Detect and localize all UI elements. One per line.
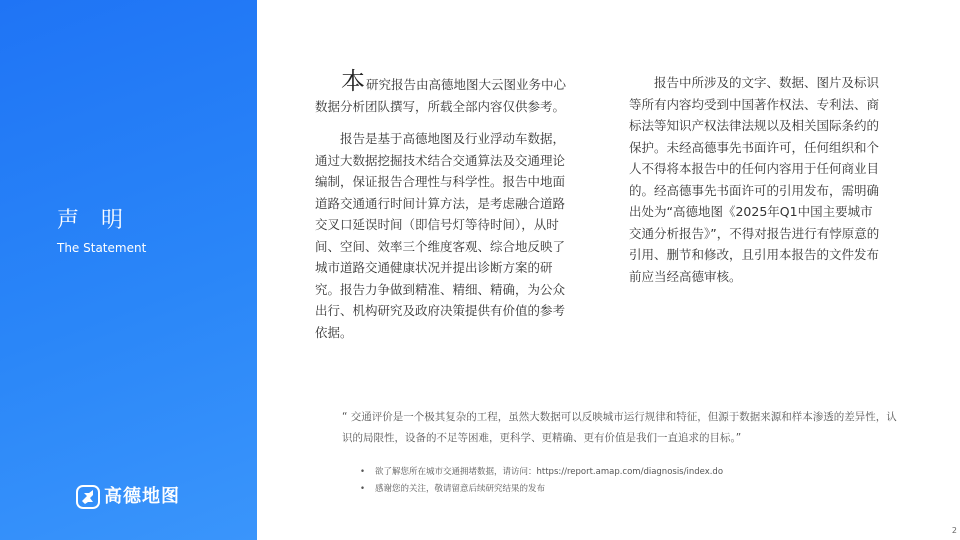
page-number: 2 [951, 526, 957, 535]
bullet-icon: • [360, 484, 366, 494]
methodology-paragraph: 报告是基于高德地图及行业浮动车数据，通过大数据挖掘技术结合交通算法及交通理论编制，保证报告合理性与科学性。报告中地面道路交通通行时间计算方法，是考虑融合道路交叉口延误时间（即信号灯等待时间），从时间、空间、效率三个维度客观、综合地反映了城市道路交通健康状况并提出诊断方案的研究。报告力争做到精准、精细、精确，为公众出行、机构研究及政府决策提供有价值的参考依据。 [315, 131, 566, 340]
footnote-text-visit: 欲了解您所在城市交通拥堵数据，请访问：https://report.amap.com/diagnosis/index.do [375, 467, 724, 477]
closing-quote: “ 交通评价是一个极其复杂的工程，虽然大数据可以反映城市运行规律和特征，但源于数据来源和样本渗透的差异性，认识的局限性，设备的不足等困难，更科学、更精确、更有价值是我们一直追求的目标。” [342, 411, 897, 444]
intro-paragraph [315, 67, 569, 117]
section-title: 声明 [57, 208, 146, 233]
amap-logo-icon [76, 485, 100, 509]
left-column [315, 67, 569, 354]
logo-text: 高德地图 [104, 486, 180, 507]
footnote-list [360, 464, 723, 498]
bullet-icon: • [360, 467, 366, 477]
footnote-item [360, 464, 723, 481]
right-column [629, 72, 883, 298]
amap-logo [76, 485, 180, 509]
footnote-item [360, 481, 723, 498]
copyright-paragraph: 报告中所涉及的文字、数据、图片及标识等所有内容均受到中国著作权法、专利法、商标法等知识产权法律法规以及相关国际条约的保护。未经高德事先书面许可，任何组织和个人不得将本报告中的任何内容用于任何商业目的。经高德事先书面许可的引用发布，需明确出处为“高德地图《2025年Q1中国主要城市交通分析报告》”，不得对报告进行有悖原意的引用、删节和修改，且引用本报告的文件发布前应当经高德审核。 [629, 75, 880, 284]
intro-paragraph-text: 研究报告由高德地图大云图业务中心数据分析团队撰写，所载全部内容仅供参考。 [315, 77, 567, 114]
sidebar-panel [0, 0, 257, 540]
section-subtitle: The Statement [57, 241, 147, 255]
drop-cap: 本 [341, 67, 365, 95]
footnote-text-thanks: 感谢您的关注，敬请留意后续研究结果的发布 [375, 484, 546, 494]
